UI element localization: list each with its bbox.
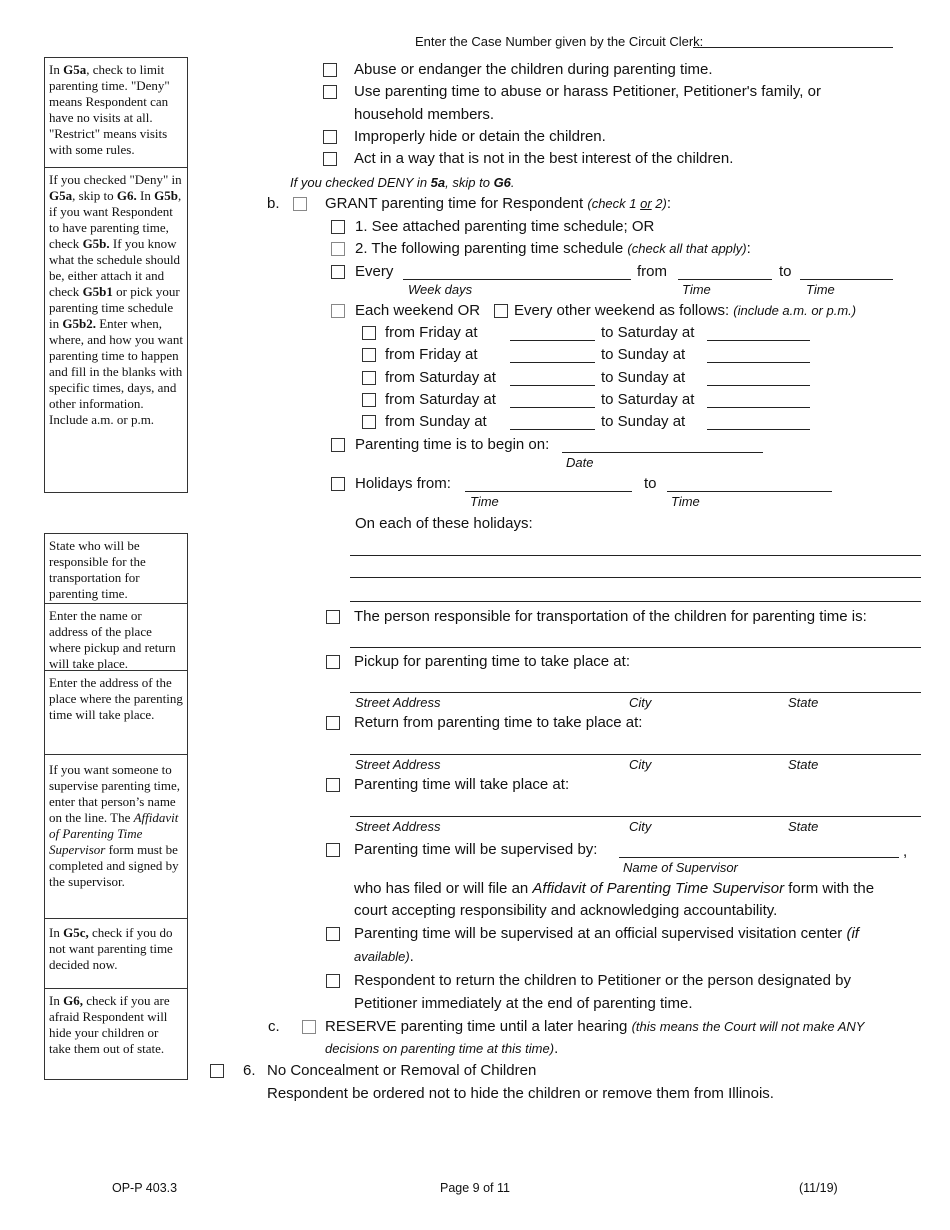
each-holiday-label: On each of these holidays: — [355, 515, 533, 532]
to-time-field[interactable] — [800, 279, 893, 280]
transport-checkbox[interactable] — [326, 610, 340, 624]
weekend-row-from-time[interactable] — [510, 340, 595, 341]
comma: , — [903, 843, 908, 860]
to-label: to — [779, 263, 792, 280]
reserve-label: RESERVE parenting time until a later hearing (this means the Court will not make ANY — [325, 1018, 865, 1035]
revision-date: (11/19) — [799, 1181, 838, 1195]
from-label: from — [637, 263, 667, 280]
case-number-field[interactable] — [693, 47, 893, 48]
holiday-line[interactable] — [350, 601, 921, 602]
sidebar-note-g5c: In G5c, check if you do not want parenting time decided now. — [44, 918, 188, 989]
holidays-label: Holidays from: — [355, 475, 451, 492]
restrict-item: Use parenting time to abuse or harass Petitioner, Petitioner's family, or — [354, 83, 821, 100]
weekend-row-from-time[interactable] — [510, 362, 595, 363]
supervisor-name-field[interactable] — [619, 857, 899, 858]
restrict-item: Improperly hide or detain the children. — [354, 128, 606, 145]
visitation-center-checkbox[interactable] — [326, 927, 340, 941]
weekend-row-to-time[interactable] — [707, 362, 810, 363]
city-caption: City — [629, 819, 652, 834]
sidebar-note-location: Enter the address of the place where the parenting time will take place. — [44, 670, 188, 755]
holidays-to-label: to — [644, 475, 657, 492]
reserve-letter: c. — [268, 1018, 280, 1035]
visitation-center-label: Parenting time will be supervised at an official supervised visitation center (if — [354, 925, 859, 942]
supervised-checkbox[interactable] — [326, 843, 340, 857]
weekend-row-to-time[interactable] — [707, 429, 810, 430]
return-address-field[interactable] — [350, 754, 921, 755]
every-other-weekend-checkbox[interactable] — [494, 304, 508, 318]
city-caption: City — [629, 695, 652, 710]
state-caption: State — [788, 757, 819, 772]
reserve-checkbox[interactable] — [302, 1020, 316, 1034]
sidebar-note-transportation: State who will be responsible for the transportation for parenting time. — [44, 533, 188, 604]
street-caption: Street Address — [355, 695, 441, 710]
form-number: OP-P 403.3 — [112, 1181, 178, 1195]
weekend-row-from: from Sunday at — [385, 413, 487, 430]
page-number: Page 9 of 11 — [440, 1181, 510, 1195]
holidays-from-field[interactable] — [465, 491, 632, 492]
pickup-checkbox[interactable] — [326, 655, 340, 669]
begin-label: Parenting time is to begin on: — [355, 436, 550, 453]
location-label: Parenting time will take place at: — [354, 776, 570, 793]
return-checkbox[interactable] — [326, 716, 340, 730]
begin-date-field[interactable] — [562, 452, 763, 453]
transport-field[interactable] — [350, 647, 921, 648]
weekend-row-checkbox[interactable] — [362, 371, 376, 385]
return-children-checkbox[interactable] — [326, 974, 340, 988]
sidebar-note-pickup: Enter the name or address of the place where pickup and return will take place. — [44, 603, 188, 671]
restrict-abuse-checkbox[interactable] — [323, 63, 337, 77]
weekend-row-from: from Saturday at — [385, 391, 496, 408]
weekend-row-to-time[interactable] — [707, 407, 810, 408]
pickup-label: Pickup for parenting time to take place at: — [354, 653, 630, 670]
weekend-row-to: to Sunday at — [601, 369, 686, 386]
time-caption: Time — [806, 282, 835, 297]
affidavit-text: who has filed or will file an Affidavit of Parenting Time Supervisor form with the — [354, 880, 875, 897]
restrict-item: Act in a way that is not in the best interest of the children. — [354, 150, 734, 167]
every-checkbox[interactable] — [331, 265, 345, 279]
option1-checkbox[interactable] — [331, 220, 345, 234]
time-caption: Time — [671, 494, 700, 509]
weekend-row-to: to Sunday at — [601, 346, 686, 363]
restrict-harass-checkbox[interactable] — [323, 85, 337, 99]
from-time-field[interactable] — [678, 279, 772, 280]
section6-number: 6. — [243, 1062, 256, 1079]
week-days-field[interactable] — [403, 279, 631, 280]
supervised-label: Parenting time will be supervised by: — [354, 841, 598, 858]
return-children-cont: Petitioner immediately at the end of parenting time. — [354, 995, 693, 1012]
street-caption: Street Address — [355, 819, 441, 834]
option2-checkbox[interactable] — [331, 242, 345, 256]
time-caption: Time — [682, 282, 711, 297]
section6-title: No Concealment or Removal of Children — [267, 1062, 537, 1079]
grant-checkbox[interactable] — [293, 197, 307, 211]
date-caption: Date — [566, 455, 594, 470]
weekend-row-to-time[interactable] — [707, 340, 810, 341]
holiday-line[interactable] — [350, 577, 921, 578]
option1-label: 1. See attached parenting time schedule; OR — [355, 218, 655, 235]
every-other-weekend-label: Every other weekend as follows: (include a.m. or p.m.) — [514, 302, 857, 319]
weekend-row-to: to Saturday at — [601, 324, 695, 341]
weekend-row-from: from Saturday at — [385, 369, 496, 386]
begin-checkbox[interactable] — [331, 438, 345, 452]
holidays-to-field[interactable] — [667, 491, 832, 492]
return-label: Return from parenting time to take place at: — [354, 714, 643, 731]
case-number-label: Enter the Case Number given by the Circuit Clerk: — [415, 34, 704, 49]
sidebar-note-supervisor: If you want someone to supervise parenting time, enter that person’s name on the line. The Affidavit of Parenting Time Supervisor form must be completed and signed by the supervisor. — [44, 754, 188, 919]
weekend-row-checkbox[interactable] — [362, 326, 376, 340]
holiday-line[interactable] — [350, 555, 921, 556]
restrict-item-cont: household members. — [354, 106, 495, 123]
weekend-row-from-time[interactable] — [510, 407, 595, 408]
state-caption: State — [788, 695, 819, 710]
weekend-row-from: from Friday at — [385, 324, 478, 341]
weekend-row-checkbox[interactable] — [362, 348, 376, 362]
location-address-field[interactable] — [350, 816, 921, 817]
supervisor-caption: Name of Supervisor — [623, 860, 738, 875]
sidebar-note-g6: In G6, check if you are afraid Respondent will hide your children or take them out of state. — [44, 988, 188, 1080]
pickup-address-field[interactable] — [350, 692, 921, 693]
holidays-checkbox[interactable] — [331, 477, 345, 491]
reserve-label-cont: decisions on parenting time at this time). — [325, 1040, 559, 1057]
deny-skip-note: If you checked DENY in 5a, skip to G6. — [290, 175, 515, 190]
visitation-center-cont: available). — [354, 948, 414, 965]
every-label: Every — [355, 263, 394, 280]
transport-label: The person responsible for transportation of the children for parenting time is: — [354, 608, 867, 625]
sidebar-note-deny: If you checked "Deny" in G5a, skip to G6. In G5b, if you want Respondent to have parenting time, check G5b. If you know what the schedule should be, either attach it and check G5b1 or pick your parenting time schedule in G5b2. Enter when, where, and how you want parenting time to happen and fill in the blanks with specific times, days, and other information. Include a.m. or p.m. — [44, 167, 188, 493]
affidavit-text-cont: court accepting responsibility and acknowledging accountability. — [354, 902, 778, 919]
return-children-label: Respondent to return the children to Petitioner or the person designated by — [354, 972, 851, 989]
location-checkbox[interactable] — [326, 778, 340, 792]
weekend-row-checkbox[interactable] — [362, 393, 376, 407]
each-weekend-label: Each weekend OR — [355, 302, 481, 319]
week-days-caption: Week days — [408, 282, 473, 297]
weekend-row-to: to Sunday at — [601, 413, 686, 430]
restrict-hide-checkbox[interactable] — [323, 130, 337, 144]
state-caption: State — [788, 819, 819, 834]
section6-body: Respondent be ordered not to hide the children or remove them from Illinois. — [267, 1085, 774, 1102]
weekend-row-from: from Friday at — [385, 346, 478, 363]
option2-label: 2. The following parenting time schedule (check all that apply): — [355, 240, 751, 257]
restrict-item: Abuse or endanger the children during parenting time. — [354, 61, 713, 78]
restrict-best-interest-checkbox[interactable] — [323, 152, 337, 166]
weekend-row-from-time[interactable] — [510, 429, 595, 430]
street-caption: Street Address — [355, 757, 441, 772]
weekend-row-checkbox[interactable] — [362, 415, 376, 429]
city-caption: City — [629, 757, 652, 772]
weekend-row-to-time[interactable] — [707, 385, 810, 386]
weekend-row-from-time[interactable] — [510, 385, 595, 386]
grant-letter: b. — [267, 195, 280, 212]
weekend-row-to: to Saturday at — [601, 391, 695, 408]
section6-checkbox[interactable] — [210, 1064, 224, 1078]
each-weekend-checkbox[interactable] — [331, 304, 345, 318]
time-caption: Time — [470, 494, 499, 509]
sidebar-note-g5a: In G5a, check to limit parenting time. "Deny" means Respondent can have no visits at all. "Restrict" means visits with some rules. — [44, 57, 188, 168]
grant-label: GRANT parenting time for Respondent (check 1 or 2): — [325, 195, 672, 212]
